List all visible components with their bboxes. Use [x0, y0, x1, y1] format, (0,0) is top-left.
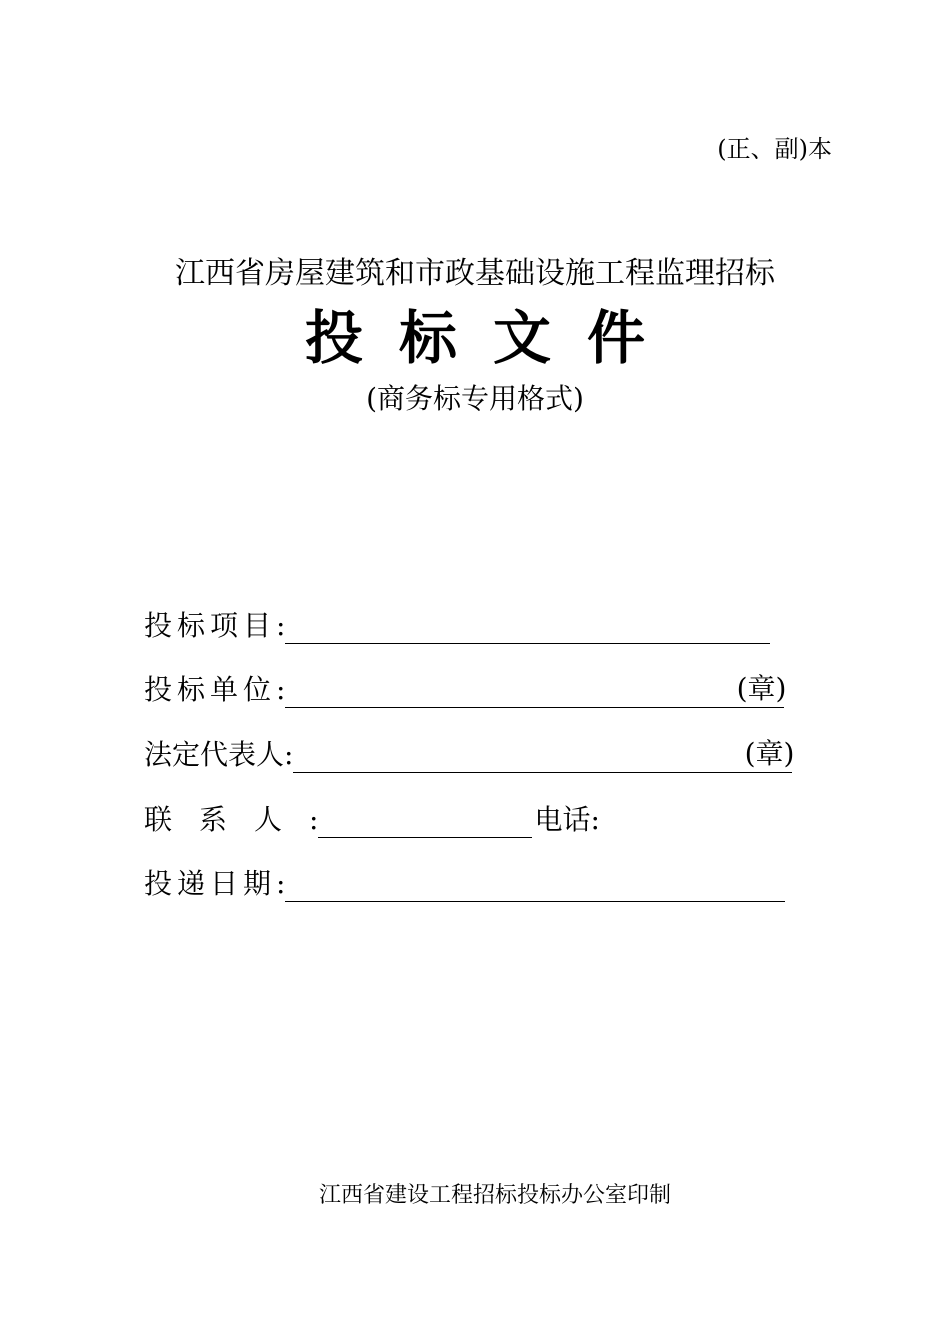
- bid-project-label: 投标项目: [144, 609, 277, 642]
- legal-representative-line[interactable]: [293, 737, 795, 773]
- bidder-seal-mark: (章): [736, 672, 787, 705]
- legal-representative-seal-mark: (章): [744, 737, 795, 770]
- document-heading: 江西省房屋建筑和市政基础设施工程监理招标: [175, 256, 775, 291]
- contact-colon: :: [309, 803, 319, 836]
- bidder-line[interactable]: [285, 672, 787, 708]
- legal-representative-label: 法定代表人: [144, 738, 285, 771]
- bid-project-line[interactable]: [285, 609, 770, 644]
- bidder-field: [144, 672, 787, 708]
- delivery-date-line[interactable]: [285, 867, 785, 902]
- phone-label: 电话:: [534, 803, 600, 836]
- delivery-date-colon: :: [276, 867, 286, 900]
- legal-representative-colon: :: [284, 738, 294, 771]
- document-title: 投标文件: [304, 304, 681, 372]
- contact-line[interactable]: [318, 803, 532, 838]
- bidder-label: 投标单位: [144, 673, 277, 706]
- delivery-date-field: [144, 866, 785, 902]
- contact-field: [144, 802, 600, 838]
- legal-representative-field: [144, 737, 795, 773]
- document-subtitle: (商务标专用格式): [366, 382, 584, 415]
- bid-project-colon: :: [276, 609, 286, 642]
- contact-label: 联系人: [144, 803, 310, 836]
- bidder-colon: :: [276, 673, 286, 706]
- delivery-date-label: 投递日期: [144, 867, 277, 900]
- issuer-footer: 江西省建设工程招标投标办公室印制: [318, 1183, 671, 1208]
- copy-type-mark: (正、副)本: [717, 135, 832, 163]
- bid-project-field: [144, 608, 770, 644]
